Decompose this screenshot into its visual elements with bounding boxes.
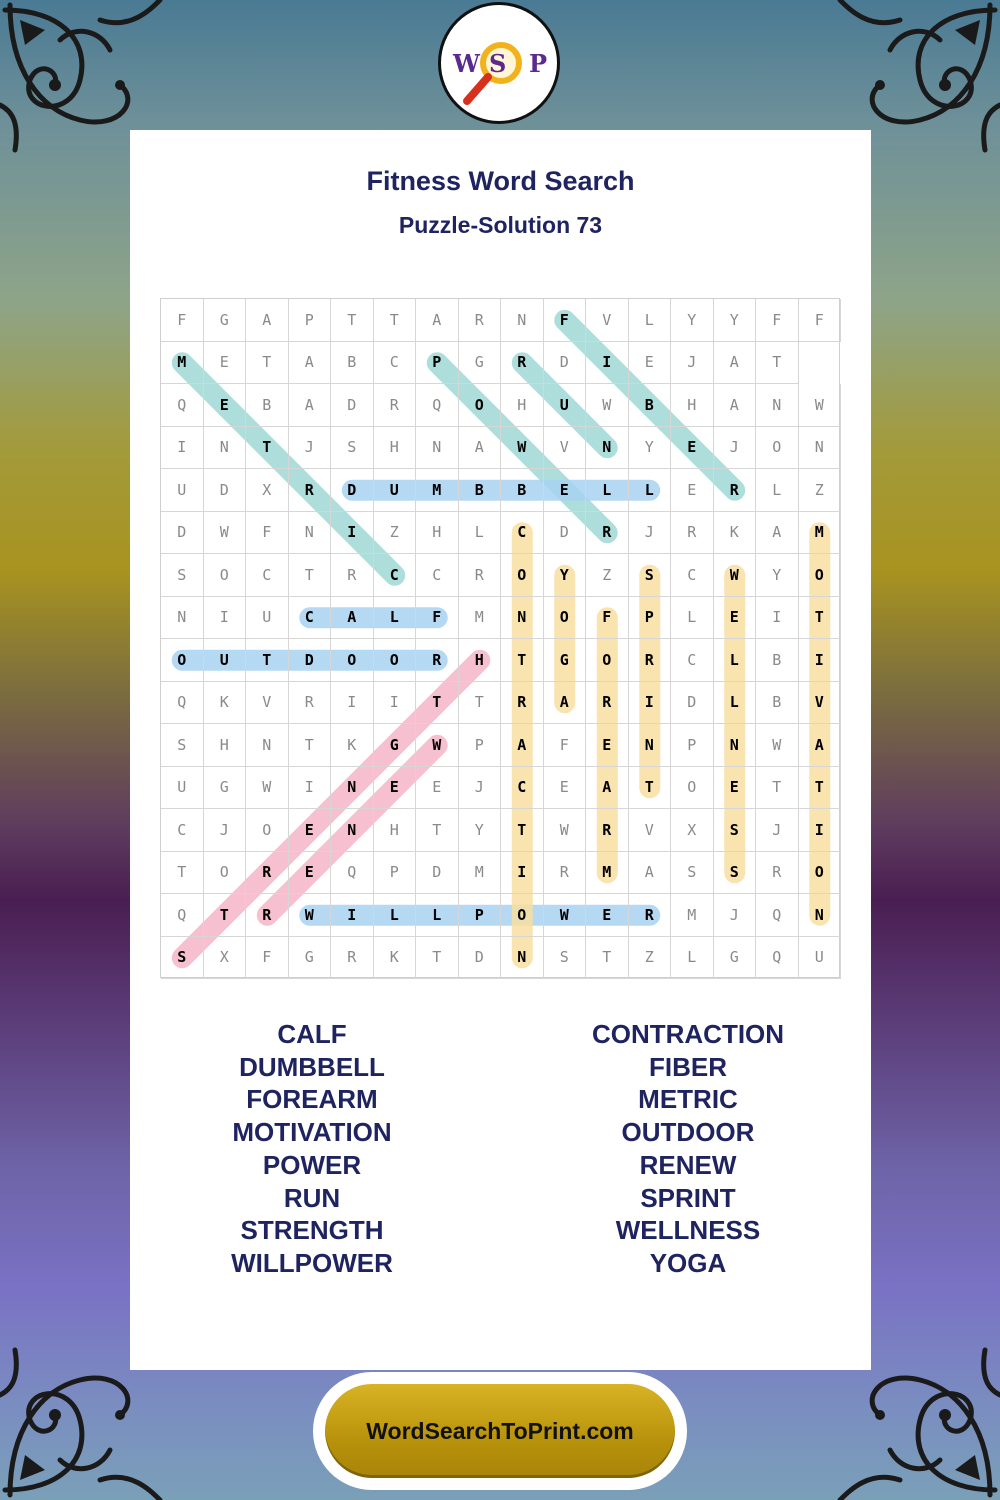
word-item: OUTDOOR	[621, 1117, 755, 1148]
grid-cell[interactable]: A	[289, 384, 332, 427]
grid-cell[interactable]: R	[246, 852, 289, 895]
grid-cell[interactable]: F	[799, 299, 842, 342]
grid-cell[interactable]: R	[544, 852, 587, 895]
page-subtitle: Puzzle-Solution 73	[398, 212, 603, 238]
grid-cell[interactable]: G	[204, 767, 247, 810]
grid-cell[interactable]: R	[586, 682, 629, 725]
grid-cell[interactable]: T	[501, 809, 544, 852]
grid-cell[interactable]: E	[586, 724, 629, 767]
grid-cell[interactable]: N	[416, 427, 459, 470]
grid-cell[interactable]: R	[586, 512, 629, 555]
grid-cell[interactable]: B	[756, 639, 799, 682]
grid-cell[interactable]: R	[501, 682, 544, 725]
grid-cell[interactable]: M	[161, 342, 204, 385]
grid-cell[interactable]: C	[501, 767, 544, 810]
word-item: CALF	[277, 1019, 347, 1049]
grid-cell[interactable]: N	[756, 384, 799, 427]
grid-cell[interactable]: E	[204, 384, 247, 427]
grid-cell[interactable]: T	[246, 427, 289, 470]
grid-cell[interactable]: E	[629, 342, 672, 385]
grid-cell[interactable]: S	[161, 554, 204, 597]
word-search-grid	[160, 298, 840, 978]
grid-cell[interactable]: U	[161, 767, 204, 810]
puzzle-panel	[130, 130, 871, 1370]
grid-cell[interactable]: J	[459, 767, 502, 810]
grid-cell[interactable]: K	[204, 682, 247, 725]
word-item: MOTIVATION	[232, 1117, 392, 1148]
grid-cell[interactable]: V	[586, 299, 629, 342]
grid-cell[interactable]: Y	[629, 427, 672, 470]
grid-cell[interactable]: L	[714, 682, 757, 725]
grid-cell[interactable]: C	[161, 809, 204, 852]
grid-cell[interactable]: T	[416, 809, 459, 852]
grid-cell[interactable]: I	[331, 894, 374, 937]
grid-cell[interactable]: S	[544, 937, 587, 980]
grid-cell[interactable]: E	[374, 767, 417, 810]
grid-cell[interactable]: B	[459, 469, 502, 512]
grid-cell[interactable]: O	[204, 852, 247, 895]
grid-cell[interactable]: C	[374, 342, 417, 385]
word-item: RENEW	[639, 1149, 737, 1180]
grid-cell[interactable]: Q	[161, 894, 204, 937]
grid-cell[interactable]: T	[756, 342, 799, 385]
grid-cell[interactable]: A	[629, 852, 672, 895]
grid-cell[interactable]: P	[374, 852, 417, 895]
grid-cell[interactable]: O	[501, 554, 544, 597]
grid-cell[interactable]: H	[374, 809, 417, 852]
word-item: METRIC	[638, 1084, 738, 1115]
grid-cell[interactable]: A	[331, 597, 374, 640]
grid-cell[interactable]: Y	[459, 809, 502, 852]
word-item: RUN	[283, 1182, 341, 1213]
grid-cell[interactable]: A	[714, 342, 757, 385]
site-link-button[interactable]: WordSearchToPrint.com	[325, 1384, 675, 1478]
grid-cell[interactable]: Q	[331, 852, 374, 895]
grid-cell[interactable]: N	[629, 724, 672, 767]
grid-cell[interactable]: V	[629, 809, 672, 852]
grid-cell[interactable]: C	[501, 512, 544, 555]
word-list-right	[558, 1018, 818, 1280]
grid-cell[interactable]: M	[586, 852, 629, 895]
site-link-container	[313, 1372, 687, 1490]
grid-cell[interactable]: N	[799, 894, 842, 937]
grid-cell[interactable]: L	[714, 639, 757, 682]
word-item: WILLPOWER	[231, 1247, 393, 1278]
grid-cell[interactable]: R	[416, 639, 459, 682]
grid-cell[interactable]: O	[671, 767, 714, 810]
grid-cell[interactable]: C	[416, 554, 459, 597]
grid-cell[interactable]: N	[331, 767, 374, 810]
grid-cell[interactable]: D	[544, 342, 587, 385]
grid-cell[interactable]: A	[586, 767, 629, 810]
grid-cell[interactable]: L	[374, 597, 417, 640]
grid-cell[interactable]: E	[671, 469, 714, 512]
grid-cell[interactable]: N	[246, 724, 289, 767]
grid-cell[interactable]: O	[204, 554, 247, 597]
page-title: Fitness Word Search	[366, 166, 635, 196]
grid-cell[interactable]: C	[289, 597, 332, 640]
grid-cell[interactable]: R	[331, 937, 374, 980]
grid-cell[interactable]: R	[331, 554, 374, 597]
grid-cell[interactable]: F	[246, 512, 289, 555]
grid-cell[interactable]: D	[204, 469, 247, 512]
grid-cell[interactable]: H	[459, 639, 502, 682]
grid-cell[interactable]: I	[629, 682, 672, 725]
grid-cell[interactable]: K	[374, 937, 417, 980]
grid-cell[interactable]: Z	[374, 512, 417, 555]
word-list-left	[182, 1018, 442, 1280]
grid-cell[interactable]: W	[586, 384, 629, 427]
grid-cell[interactable]: T	[799, 767, 842, 810]
grid-cell[interactable]: E	[289, 809, 332, 852]
grid-cell[interactable]: J	[204, 809, 247, 852]
grid-cell[interactable]: O	[501, 894, 544, 937]
word-item: FOREARM	[246, 1084, 378, 1115]
grid-cell[interactable]: W	[799, 384, 842, 427]
grid-cell[interactable]: G	[714, 937, 757, 980]
word-item: SPRINT	[640, 1182, 736, 1213]
grid-cell[interactable]: E	[416, 767, 459, 810]
grid-cell[interactable]: E	[544, 469, 587, 512]
grid-cell[interactable]: Y	[756, 554, 799, 597]
grid-cell[interactable]: C	[374, 554, 417, 597]
grid-cell[interactable]: W	[544, 894, 587, 937]
grid-cell[interactable]: L	[629, 469, 672, 512]
word-item: POWER	[262, 1149, 362, 1180]
grid-cell[interactable]: B	[629, 384, 672, 427]
grid-cell[interactable]: Z	[629, 937, 672, 980]
grid-cell[interactable]: A	[799, 724, 842, 767]
grid-cell[interactable]: N	[799, 427, 842, 470]
grid-cell[interactable]: A	[246, 299, 289, 342]
word-item: WELLNESS	[615, 1215, 761, 1246]
grid-cell[interactable]: W	[289, 894, 332, 937]
grid-cell[interactable]: I	[501, 852, 544, 895]
grid-cell[interactable]: B	[246, 384, 289, 427]
grid-cell[interactable]: R	[374, 384, 417, 427]
grid-cell[interactable]: T	[501, 639, 544, 682]
grid-cell[interactable]: Z	[586, 554, 629, 597]
grid-cell[interactable]: E	[714, 767, 757, 810]
grid-cell[interactable]: P	[671, 724, 714, 767]
grid-cell[interactable]: X	[671, 809, 714, 852]
grid-cell[interactable]: W	[501, 427, 544, 470]
grid-cell[interactable]: T	[246, 639, 289, 682]
grid-cell[interactable]: T	[331, 299, 374, 342]
grid-cell[interactable]: E	[714, 597, 757, 640]
grid-cell[interactable]: G	[204, 299, 247, 342]
grid-cell[interactable]: W	[714, 554, 757, 597]
word-item: YOGA	[649, 1247, 727, 1278]
grid-cell[interactable]: A	[459, 427, 502, 470]
grid-cell[interactable]: O	[246, 809, 289, 852]
grid-cell[interactable]: U	[246, 597, 289, 640]
grid-cell[interactable]: S	[714, 852, 757, 895]
grid-cell[interactable]: D	[544, 512, 587, 555]
grid-cell[interactable]: R	[289, 682, 332, 725]
grid-cell[interactable]: F	[161, 299, 204, 342]
grid-cell[interactable]: K	[331, 724, 374, 767]
grid-cell[interactable]: S	[161, 724, 204, 767]
grid-cell[interactable]: I	[799, 639, 842, 682]
grid-cell[interactable]: V	[544, 427, 587, 470]
grid-cell[interactable]: I	[204, 597, 247, 640]
grid-cell[interactable]: R	[459, 299, 502, 342]
grid-cell[interactable]: F	[544, 299, 587, 342]
grid-cell[interactable]: I	[161, 427, 204, 470]
grid-cell[interactable]: O	[586, 639, 629, 682]
grid-cell[interactable]: O	[799, 852, 842, 895]
grid-cell[interactable]: P	[416, 342, 459, 385]
grid-cell[interactable]: H	[204, 724, 247, 767]
grid-cell[interactable]: T	[289, 554, 332, 597]
grid-cell[interactable]: W	[544, 809, 587, 852]
grid-cell[interactable]: W	[416, 724, 459, 767]
grid-cell[interactable]: I	[331, 682, 374, 725]
grid-cell[interactable]: U	[161, 469, 204, 512]
grid-cell[interactable]: Q	[756, 937, 799, 980]
grid-cell[interactable]: Y	[544, 554, 587, 597]
grid-cell[interactable]: N	[204, 427, 247, 470]
logo-letter-w: W	[453, 49, 480, 78]
grid-cell[interactable]: K	[714, 512, 757, 555]
grid-cell[interactable]: J	[714, 894, 757, 937]
grid-cell[interactable]: L	[671, 597, 714, 640]
grid-cell[interactable]: S	[714, 809, 757, 852]
grid-cell[interactable]: N	[331, 809, 374, 852]
grid-cell[interactable]: T	[416, 682, 459, 725]
grid-cell[interactable]: C	[246, 554, 289, 597]
grid-cell[interactable]: O	[331, 639, 374, 682]
grid-cell[interactable]: T	[161, 852, 204, 895]
grid-cell[interactable]: O	[374, 639, 417, 682]
grid-cell[interactable]: U	[374, 469, 417, 512]
grid-cell[interactable]: R	[501, 342, 544, 385]
grid-cell[interactable]: C	[671, 554, 714, 597]
grid-cell[interactable]: W	[756, 724, 799, 767]
grid-cell[interactable]: T	[586, 937, 629, 980]
grid-cell[interactable]: L	[416, 894, 459, 937]
grid-cell[interactable]: S	[629, 554, 672, 597]
grid-cell[interactable]: T	[289, 724, 332, 767]
grid-cell[interactable]: M	[459, 852, 502, 895]
grid-cell[interactable]: Y	[671, 299, 714, 342]
grid-cell[interactable]: A	[756, 512, 799, 555]
grid-cell[interactable]: B	[331, 342, 374, 385]
grid-cell[interactable]: M	[416, 469, 459, 512]
grid-cell[interactable]: T	[459, 682, 502, 725]
grid-cell[interactable]: Q	[161, 384, 204, 427]
grid-cell[interactable]: V	[799, 682, 842, 725]
grid-cell[interactable]: P	[459, 724, 502, 767]
grid-cell[interactable]: M	[459, 597, 502, 640]
grid-cell[interactable]: T	[799, 597, 842, 640]
grid-cell[interactable]: R	[459, 554, 502, 597]
grid-cell[interactable]: A	[501, 724, 544, 767]
grid-cell[interactable]: N	[501, 299, 544, 342]
grid-cell[interactable]: F	[416, 597, 459, 640]
grid-cell[interactable]: R	[586, 809, 629, 852]
grid-cell[interactable]: F	[756, 299, 799, 342]
logo-letter-s: S	[489, 49, 507, 78]
grid-cell[interactable]: D	[331, 469, 374, 512]
grid-cell[interactable]: D	[671, 682, 714, 725]
grid-cell[interactable]: A	[714, 384, 757, 427]
grid-cell[interactable]: L	[374, 894, 417, 937]
grid-cell[interactable]: U	[204, 639, 247, 682]
grid-cell[interactable]: M	[799, 512, 842, 555]
grid-cell[interactable]: P	[629, 597, 672, 640]
grid-cell[interactable]: N	[501, 937, 544, 980]
grid-cell[interactable]: F	[544, 724, 587, 767]
grid-cell[interactable]: O	[544, 597, 587, 640]
grid-cell[interactable]: H	[416, 512, 459, 555]
grid-cell[interactable]: J	[714, 427, 757, 470]
grid-cell[interactable]: W	[246, 767, 289, 810]
grid-cell[interactable]: D	[416, 852, 459, 895]
word-item: CONTRACTION	[591, 1019, 785, 1049]
grid-cell[interactable]: T	[204, 894, 247, 937]
grid-cell[interactable]: N	[714, 724, 757, 767]
grid-cells	[161, 299, 841, 979]
word-item: DUMBBELL	[239, 1051, 385, 1082]
grid-cell[interactable]: S	[161, 937, 204, 980]
grid-cell[interactable]: Q	[756, 894, 799, 937]
grid-cell[interactable]: E	[544, 767, 587, 810]
grid-cell[interactable]: P	[289, 299, 332, 342]
grid-cell[interactable]: F	[586, 597, 629, 640]
grid-cell[interactable]: U	[799, 937, 842, 980]
grid-cell[interactable]: J	[289, 427, 332, 470]
grid-cell[interactable]: R	[629, 894, 672, 937]
grid-cell[interactable]: Q	[161, 682, 204, 725]
grid-cell[interactable]: I	[799, 809, 842, 852]
wsp-logo[interactable]	[438, 2, 560, 124]
grid-cell[interactable]: Z	[799, 469, 842, 512]
grid-cell[interactable]: V	[246, 682, 289, 725]
grid-cell[interactable]: G	[374, 724, 417, 767]
word-item: FIBER	[649, 1051, 727, 1082]
grid-cell[interactable]: I	[586, 342, 629, 385]
grid-cell[interactable]: N	[289, 512, 332, 555]
grid-cell[interactable]: H	[671, 384, 714, 427]
grid-cell[interactable]: D	[289, 639, 332, 682]
grid-cell[interactable]: O	[161, 639, 204, 682]
grid-cell[interactable]: T	[374, 299, 417, 342]
grid-cell[interactable]: J	[671, 342, 714, 385]
grid-cell[interactable]: R	[629, 639, 672, 682]
grid-cell[interactable]: L	[756, 469, 799, 512]
grid-cell[interactable]: Q	[416, 384, 459, 427]
grid-cell[interactable]: B	[756, 682, 799, 725]
grid-cell[interactable]: A	[544, 682, 587, 725]
grid-cell[interactable]: D	[161, 512, 204, 555]
grid-cell[interactable]: T	[629, 767, 672, 810]
grid-cell[interactable]: L	[459, 512, 502, 555]
grid-cell[interactable]: D	[331, 384, 374, 427]
grid-cell[interactable]: L	[586, 469, 629, 512]
grid-cell[interactable]: O	[756, 427, 799, 470]
grid-cell[interactable]: I	[374, 682, 417, 725]
grid-cell[interactable]: P	[459, 894, 502, 937]
grid-cell[interactable]: J	[629, 512, 672, 555]
grid-cell[interactable]: S	[671, 852, 714, 895]
grid-cell[interactable]: H	[374, 427, 417, 470]
grid-cell[interactable]: R	[714, 469, 757, 512]
grid-cell[interactable]: W	[204, 512, 247, 555]
grid-cell[interactable]: O	[459, 384, 502, 427]
grid-cell[interactable]: F	[246, 937, 289, 980]
grid-cell[interactable]: R	[671, 512, 714, 555]
grid-cell[interactable]: L	[629, 299, 672, 342]
grid-cell[interactable]: B	[501, 469, 544, 512]
grid-cell[interactable]: T	[246, 342, 289, 385]
grid-cell[interactable]: R	[289, 469, 332, 512]
grid-cell[interactable]: G	[289, 937, 332, 980]
grid-cell[interactable]: N	[586, 427, 629, 470]
grid-cell[interactable]: I	[331, 512, 374, 555]
grid-cell[interactable]: A	[416, 299, 459, 342]
grid-cell[interactable]: J	[756, 809, 799, 852]
grid-cell[interactable]: I	[289, 767, 332, 810]
grid-cell[interactable]: R	[756, 852, 799, 895]
grid-cell[interactable]: L	[671, 937, 714, 980]
grid-cell[interactable]: I	[756, 597, 799, 640]
grid-cell[interactable]: S	[331, 427, 374, 470]
grid-cell[interactable]: X	[204, 937, 247, 980]
grid-cell[interactable]: A	[289, 342, 332, 385]
grid-cell[interactable]: N	[161, 597, 204, 640]
grid-cell[interactable]: G	[544, 639, 587, 682]
grid-cell[interactable]: O	[799, 554, 842, 597]
grid-cell[interactable]: E	[289, 852, 332, 895]
grid-cell[interactable]: E	[204, 342, 247, 385]
logo-letter-p: P	[529, 49, 548, 78]
grid-cell[interactable]: N	[501, 597, 544, 640]
grid-cell[interactable]: E	[586, 894, 629, 937]
grid-cell[interactable]: Y	[714, 299, 757, 342]
grid-cell[interactable]: M	[671, 894, 714, 937]
grid-cell[interactable]: U	[544, 384, 587, 427]
grid-cell[interactable]: R	[246, 894, 289, 937]
grid-cell[interactable]: T	[756, 767, 799, 810]
grid-cell[interactable]: C	[671, 639, 714, 682]
grid-cell[interactable]: H	[501, 384, 544, 427]
grid-cell[interactable]: X	[246, 469, 289, 512]
grid-cell[interactable]: T	[416, 937, 459, 980]
grid-cell[interactable]: E	[671, 427, 714, 470]
grid-cell[interactable]: G	[459, 342, 502, 385]
grid-cell[interactable]: D	[459, 937, 502, 980]
word-item: STRENGTH	[240, 1215, 384, 1246]
